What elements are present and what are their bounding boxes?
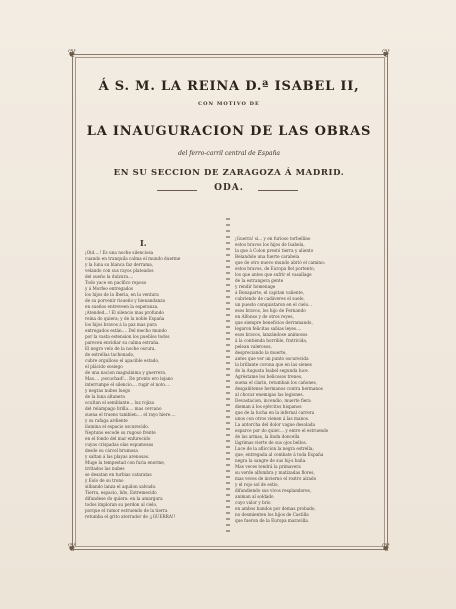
poem-line: porque el rumor estruendo de la tierra xyxy=(85,508,168,513)
poem-line: difundiendo sus vivos resplandores, xyxy=(235,488,312,493)
poem-line: la brillante corona que en las sienes xyxy=(235,362,312,367)
poem-line: y su rafaga ardiente xyxy=(85,418,128,423)
poem-line: todos imploran su perdon al cielo, xyxy=(85,502,158,507)
poem-line: y á Morfeo entregados xyxy=(85,286,134,291)
poem-line: lágrimas vierte de sus ojos bellos. xyxy=(235,440,307,445)
poem-line: cuando en tranquila calma el mundo duerme xyxy=(85,256,181,261)
poem-line: que siempre beneficios derramando, xyxy=(235,320,313,325)
poem-line: reina do quiera; y de la noble España xyxy=(85,316,165,321)
poem-line: el plácido sosiego xyxy=(85,364,123,369)
poem-line: parecen envidiar su calma estraña. xyxy=(85,340,160,345)
title-railway: del ferro-carril central de España xyxy=(178,150,280,157)
poem-line: silbando lanza el aquilon salvado. xyxy=(85,484,157,489)
poem-line: en ambos bandos por demas probado, xyxy=(235,506,316,511)
poem-line: que de otro nuevo mundo abrió el camino: xyxy=(235,260,326,265)
title-dedication: Á S. M. LA REINA D.ª ISABEL II, xyxy=(98,79,360,94)
poem-line: los que antes que sufrir el vasallage xyxy=(235,272,312,277)
poem-line: que, entregada al combate á toda España xyxy=(235,452,324,457)
poem-line: y saltan á las playas arenosas. xyxy=(85,454,150,459)
poem-line: animan al soldado xyxy=(235,494,274,499)
poem-line: antes que ver un punto oscurecida xyxy=(235,356,309,361)
poem-line: esparce por do quier.... y entre el estruendo xyxy=(235,428,329,433)
poem-line: ilumina el espacio oscurecido. xyxy=(85,424,150,429)
poem-line: de la estrangera gente xyxy=(235,278,284,283)
poem-line: que fueron de la Europa maravilla. xyxy=(235,518,310,523)
poem-line: en el fondo del mar enfurecido xyxy=(85,436,151,441)
poem-line: El negro velo de la noche oscura, xyxy=(85,346,156,351)
poem-line: entregados están.... Del mecho mundo xyxy=(85,328,167,333)
corner-ornament-icon: ❦ xyxy=(381,47,391,60)
poem-line: de su porvenir risueño y bienandanza xyxy=(85,298,165,303)
poem-line: del relampago brilla.... mas cercano xyxy=(85,406,162,411)
poem-heading: ODA. xyxy=(214,183,244,193)
poem-line: esos bravos, lanzándose animosos xyxy=(235,332,308,337)
poem-line: los hijos de la Iberia, en la ventura xyxy=(85,292,159,297)
poem-line: se desatan en turbias cataratas xyxy=(85,472,152,477)
poem-column-right xyxy=(235,236,375,524)
poem-line: dieman á los ejércitos hispanos xyxy=(235,404,302,409)
poem-line: negra la sangre de sus hij-s baña. xyxy=(235,458,307,463)
poem-line: despreciando la muerte, xyxy=(235,350,287,355)
poem-line: un puesto conquistaron en el cielo... xyxy=(235,302,313,307)
poem-line: suena el clarin, retumban los cañones, xyxy=(235,380,317,385)
poem-line: y rendir homenage xyxy=(235,284,276,289)
poem-line: Tierra, espacio, lido, Estremecido xyxy=(85,490,157,495)
title-section: EN SU SECCION DE ZARAGOZA Á MADRID. xyxy=(113,168,345,178)
poem-line: Mas veces tendrá la primavera xyxy=(235,464,301,469)
section-number: I. xyxy=(140,238,147,248)
poem-line: y negras nubes luego xyxy=(85,388,131,393)
poem-line: Belandole una fuerte carabela xyxy=(235,254,300,259)
poem-line: Neptuno escode su rugoso frente xyxy=(85,430,156,435)
poem-line: ¡Oid....! Es una noche silenciosa xyxy=(85,250,154,255)
poem-line: que de la lucha en la infernal carrera xyxy=(235,410,315,415)
poem-line: cuyas crispadas olas espumosas xyxy=(85,442,154,447)
poem-line: La antorcha del dolor vague desolada xyxy=(235,422,315,427)
poem-line: esos bravos, los hijo de Fernando xyxy=(235,308,306,313)
corner-ornament-icon: ❦ xyxy=(381,541,391,554)
poem-line: desde su cárcel brumosa xyxy=(85,448,138,453)
poem-line: estos bravos, de Europa fiel portento, xyxy=(235,266,316,271)
poem-line: legaron felicitas sabias leyes.... xyxy=(235,326,302,331)
poem-line: Agréstame los belicosos trenes, xyxy=(235,374,303,379)
poem-line: desgañitense hermanos contra hermanos xyxy=(235,386,323,391)
poem-line: y el rojo sol de estío, xyxy=(235,482,279,487)
poem-line: interrumpe el silencio.... rugir el noto.... xyxy=(85,382,171,387)
poem-line: Mas.... ¡escuchad!... De pronto ero lejano xyxy=(85,376,173,381)
poem-line: ¡Guerra! si... y en furioso torbellino xyxy=(235,236,311,241)
poem-line: mas veces de invierno el rostro airado xyxy=(235,476,317,481)
poem-line: Muge la tempestad con furia enorme, xyxy=(85,460,166,465)
poem-line: á Bonaparte, el capitan valiente, xyxy=(235,290,305,295)
poem-line: su verde alfombra y matizadas flores, xyxy=(235,470,315,475)
title-occasion: CON MOTIVO DE xyxy=(198,101,260,107)
corner-ornament-icon: ❦ xyxy=(67,541,77,554)
poem-line: cubriendo de cadáveres el suelo, xyxy=(235,296,305,301)
poem-line: y la luna su blanca faz derrama, xyxy=(85,262,154,267)
poem-line: retumba el grito aterrador de ¡¡GUERRA!! xyxy=(85,514,176,519)
poem-line: de una nacion magnánima y guerrera. xyxy=(85,370,167,375)
poem-line: de la Augusta Isabel segunda luce. xyxy=(235,368,309,373)
poem-line: Devastacion, incendio, muerte fiera xyxy=(235,398,311,403)
column-divider xyxy=(226,218,230,536)
poem-line: al chocar enemigas las legiones. xyxy=(235,392,304,397)
poem-line: irritados las nubes xyxy=(85,466,125,471)
poem-line: de las armas, la linda doncella xyxy=(235,434,300,439)
poem-line: velando con sus rayos plateados xyxy=(85,268,154,273)
poem-line: del sueño la dulzura.... xyxy=(85,274,134,279)
poem-line: de la luna altanera xyxy=(85,394,125,399)
poem-line: estos bravos los hijos de Isabela, xyxy=(235,242,305,247)
poem-line: difundese do quiera: en la amargura xyxy=(85,496,163,501)
title-main: LA INAUGURACION DE LAS OBRAS xyxy=(86,124,372,139)
poem-line: los hijos bravos á la paz mas pura xyxy=(85,322,157,327)
poem-column-left xyxy=(85,250,219,520)
poem-line: unos con otros vienen á las manos. xyxy=(235,416,310,421)
poem-line: Todo yace en pacífico reposo xyxy=(85,280,147,285)
poem-line: cuyo valor y brio xyxy=(235,500,271,505)
poem-line: en Alfonso y de otros reyes, xyxy=(235,314,294,319)
poem-line: cubre orgulloso el apacible estado, xyxy=(85,358,160,363)
poem-line: ocultan el semblante... luz rojiza xyxy=(85,400,154,405)
corner-ornament-icon: ❦ xyxy=(67,47,77,60)
poem-line: suena el trueno tambien.... el rayo hiere.... xyxy=(85,412,176,417)
poem-line: en sueños entreveen la esperanza. xyxy=(85,304,159,309)
poem-line: ¡Atended...! El silencio mas profundo xyxy=(85,310,164,315)
poem-line: no desmienten los hijos de Castilla xyxy=(235,512,309,517)
poem-line: la que á Colon prestó tierra y aliento xyxy=(235,248,314,253)
poem-line: á la contienda horrible, fratricida, xyxy=(235,338,308,343)
poem-line: pelean valerosos, xyxy=(235,344,272,349)
poem-line: Luce de la afliccion la negra estrella; xyxy=(235,446,314,451)
poem-line: y Eolo de su trono xyxy=(85,478,124,483)
poem-line: de estrellas tachonado, xyxy=(85,352,135,357)
poem-line: por la vasta estension los pueblos todos xyxy=(85,334,170,339)
